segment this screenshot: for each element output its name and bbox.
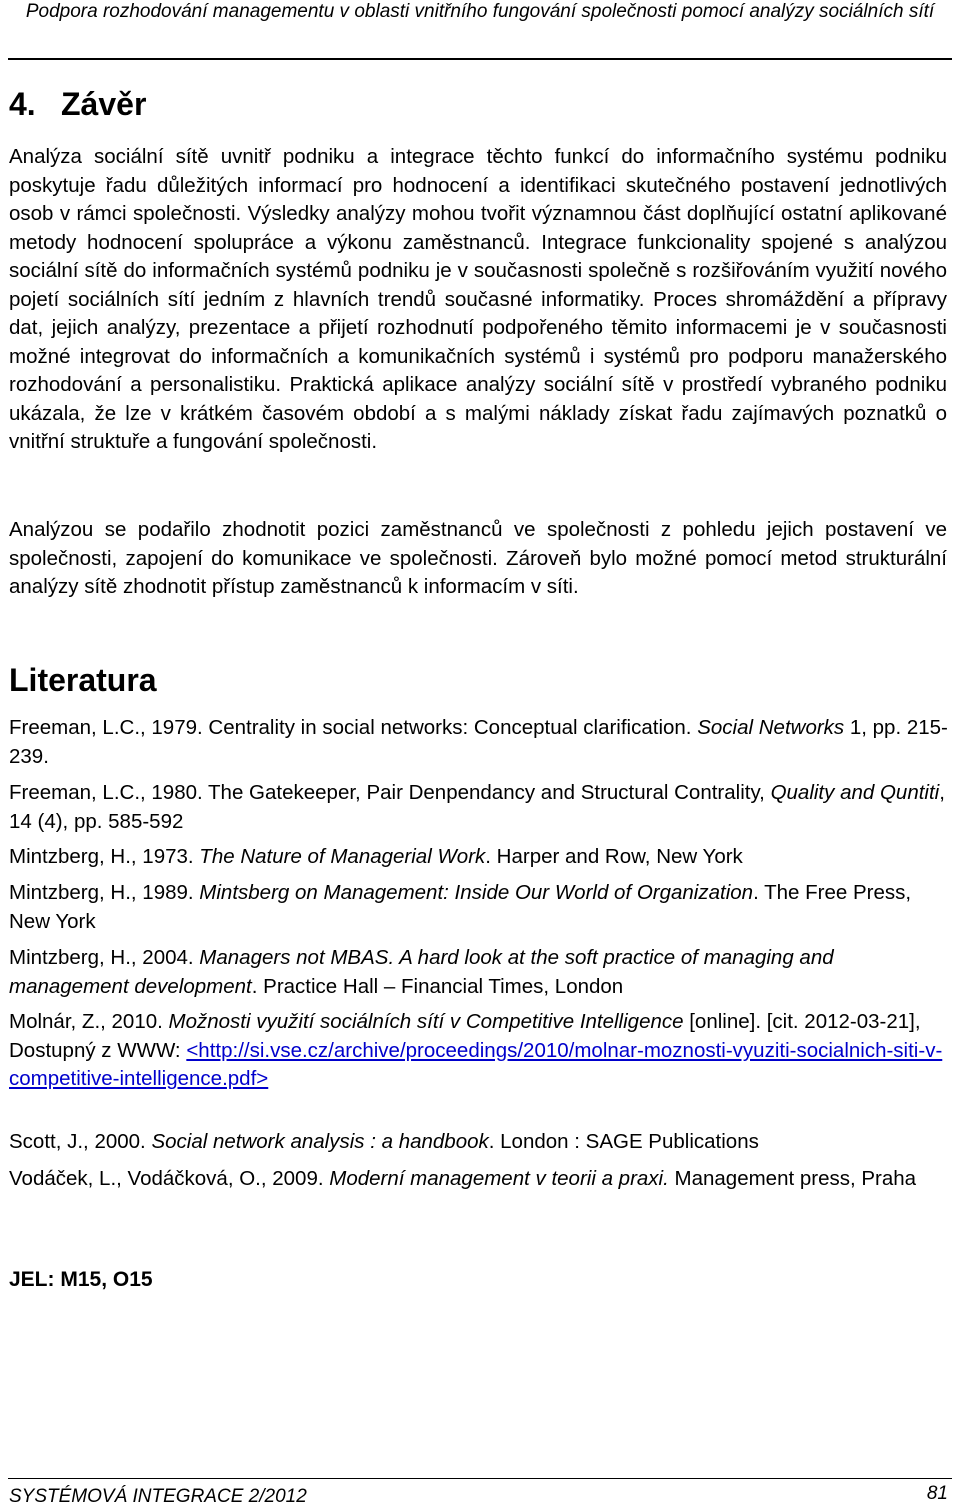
reference-item: Scott, J., 2000. Social network analysis : a handbook. London : SAGE Publications xyxy=(9,1130,759,1153)
reference-item: Mintzberg, H., 2004. Managers not MBAS. A hard look at the soft practice of managing and management development. Practice Hall – Financial Times, London xyxy=(9,946,834,998)
jel-codes: JEL: M15, O15 xyxy=(9,1268,153,1291)
reference-link[interactable]: <http://si.vse.cz/archive/proceedings/2010/molnar-moznosti-vyuziti-socialnich-siti-v-competitive-intelligence.pdf> xyxy=(9,1038,943,1090)
reference-item: Vodáček, L., Vodáčková, O., 2009. Moderní management v teorii a praxi. Management press, Praha xyxy=(9,1167,917,1190)
conclusion-paragraph-1: Analýza sociální sítě uvnitř podniku a integrace těchto funkcí do informačního systému podniku poskytuje řadu důležitých informací pro hodnocení a identifikaci skutečného postavení jednotlivých osob v rámci společnosti. Výsledky analýzy mohou tvořit významnou část doplňující ostatní aplikované metody hodnocení spolupráce a výkonu zaměstnanců. Integrace funkcionality spojené s analýzou sociální sítě do informačních systémů podniku je v současnosti společně s rozšiřováním využití nového pojetí sociálních sítí jedním z hlavních trendů současné informatiky. Proces shromáždění a přípravy dat, jejich analýzy, prezentace a přijetí rozhodnutí podpořeného těmito informacemi je v současnosti možné integrovat do informačních a komunikačních systémů i systémů pro podporu manažerského rozhodování a personalistiku. Praktická aplikace analýzy sociální sítě v prostředí vybraného podniku ukázala, že lze v krátkém časovém období a s malými náklady získat řadu zajímavých poznatků o vnitřní struktuře a fungování společnosti. xyxy=(9,145,947,453)
section-number: 4. xyxy=(9,86,36,122)
footer-divider xyxy=(8,1478,952,1479)
reference-item: Mintzberg, H., 1973. The Nature of Managerial Work. Harper and Row, New York xyxy=(9,845,743,868)
page-number: 81 xyxy=(926,1483,948,1504)
section-title xyxy=(9,84,146,124)
reference-item: Freeman, L.C., 1980. The Gatekeeper, Pair Denpendancy and Structural Contrality, Quality and Quntiti, 14 (4), pp. 585-592 xyxy=(9,781,945,833)
section-title-text: Závěr xyxy=(61,86,147,122)
reference-item: Freeman, L.C., 1979. Centrality in social networks: Conceptual clarification. Social Networks 1, pp. 215-239. xyxy=(9,716,948,768)
reference-item: Mintzberg, H., 1989. Mintsberg on Management: Inside Our World of Organization. The Free Press, New York xyxy=(9,881,912,933)
reference-item: Molnár, Z., 2010. Možnosti využití sociálních sítí v Competitive Intelligence [online]. [cit. 2012-03-21], Dostupný z WWW: <http://si.vse.cz/archive/proceedings/2010/molnar-moznosti-vyuziti-socialnich-siti-v-competitive-intelligence.pdf> xyxy=(9,1010,943,1090)
running-header: Podpora rozhodování managementu v oblasti vnitřního fungování společnosti pomocí analýzy sociálních sítí xyxy=(25,1,935,22)
literature-heading: Literatura xyxy=(9,662,157,698)
footer-journal: SYSTÉMOVÁ INTEGRACE 2/2012 xyxy=(9,1486,307,1507)
header-divider xyxy=(8,58,952,60)
conclusion-paragraph-2: Analýzou se podařilo zhodnotit pozici zaměstnanců ve společnosti z pohledu jejich postavení ve společnosti, zapojení do komunikace ve společnosti. Zároveň bylo možné pomocí metod strukturální analýzy sítě zhodnotit přístup zaměstnanců k informacím v síti. xyxy=(9,518,947,598)
